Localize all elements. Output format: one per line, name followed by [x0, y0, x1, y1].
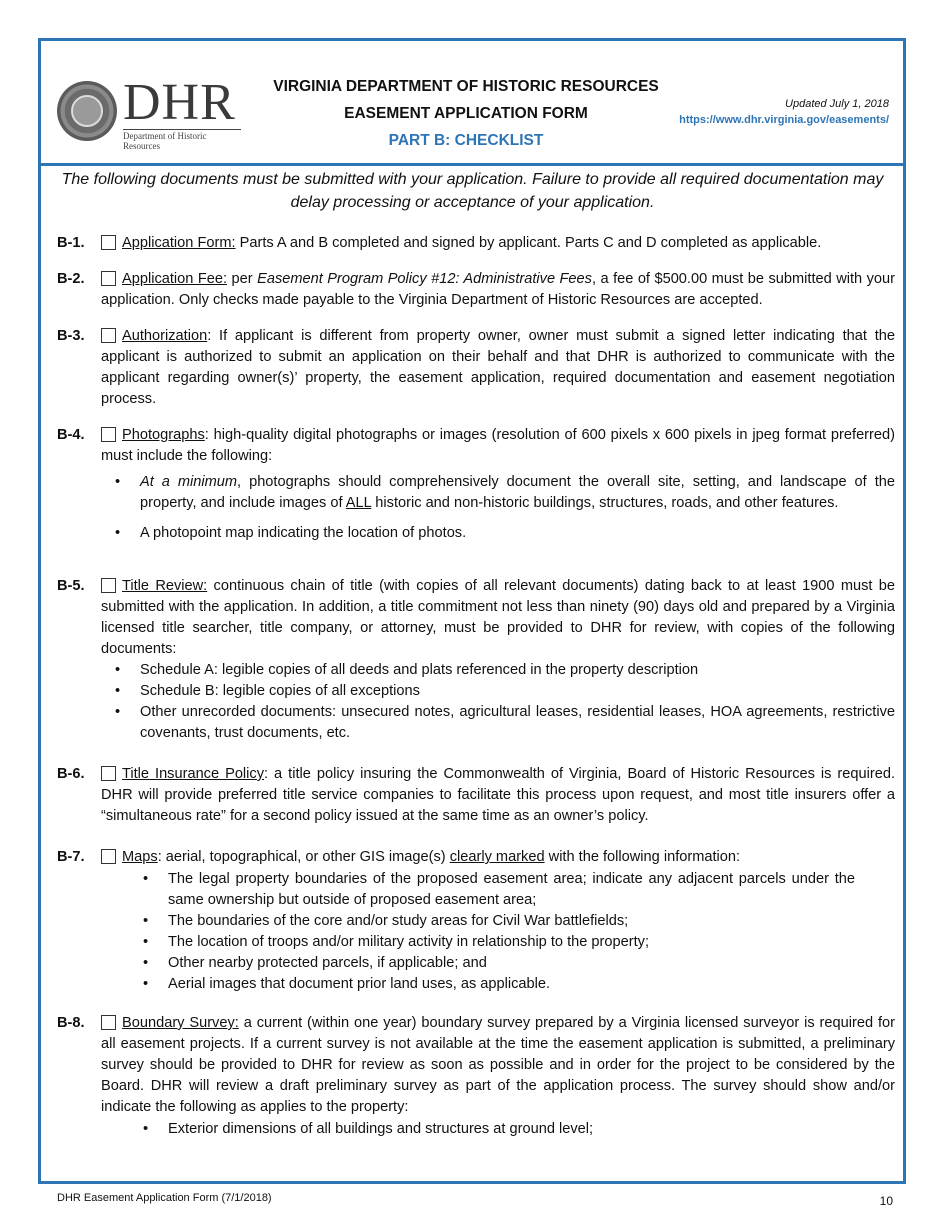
dhr-logo	[57, 74, 247, 151]
list-item: • Schedule A: legible copies of all deeds and plats referenced in the property description	[140, 660, 895, 681]
checkbox[interactable]	[101, 849, 116, 864]
checkbox[interactable]	[101, 427, 116, 442]
intro-text: The following documents must be submitted with your application. Failure to provide all required documentation may delay processing or acceptance of your application.	[61, 171, 884, 211]
checkbox[interactable]	[101, 328, 116, 343]
item-title: Maps	[122, 849, 158, 865]
item-label: B-1.	[57, 235, 85, 251]
form-title: EASEMENT APPLICATION FORM	[344, 105, 588, 122]
list-item: • A photopoint map indicating the location of photos.	[140, 523, 895, 544]
item-title: Boundary Survey:	[122, 1015, 239, 1031]
item-text: with the following information:	[544, 849, 741, 865]
checkbox[interactable]	[101, 766, 116, 781]
item-label: B-2.	[57, 271, 85, 287]
item-text: : If applicant is different from property owner, owner must submit a signed letter indicating that the applicant is authorized to submit an application on their behalf and that DHR is authorized to communicate with the applicant regarding owner(s)’ property, the easement application, required documentation and easement negotiation process.	[101, 328, 895, 407]
checkbox[interactable]	[101, 578, 116, 593]
list-item: • Schedule B: legible copies of all exceptions	[140, 681, 895, 702]
policy-name: Easement Program Policy #12: Administrative Fees	[257, 271, 592, 287]
item-text: : aerial, topographical, or other GIS image(s)	[157, 849, 450, 865]
item-text: clearly marked	[449, 849, 545, 865]
item-text: a current (within one year) boundary survey prepared by a Virginia licensed surveyor is required for all easement projects. If a current survey is not available at the time the easement application is submitted, a preliminary survey should be provided to DHR for review as soon as possible and in order for the project to be considered by the Board. DHR will review a draft preliminary survey as part of the application process. The survey should show and/or indicate the following as applies to the property:	[101, 1015, 895, 1115]
list-item: • Aerial images that document prior land uses, as applicable.	[168, 974, 895, 995]
checklist-item-b8	[57, 1013, 895, 1140]
checklist-item-b1	[57, 233, 895, 254]
checklist-item-b6	[57, 764, 895, 827]
part-title: PART B: CHECKLIST	[388, 132, 544, 149]
list-item: • The legal property boundaries of the proposed easement area; indicate any adjacent parcels under the same ownership but outside of proposed easement area;	[168, 869, 895, 911]
virginia-seal-icon	[57, 81, 117, 141]
item-text: Parts A and B completed and signed by applicant. Parts C and D completed as applicable.	[235, 235, 822, 251]
list-item: • The location of troops and/or military activity in relationship to the property;	[168, 932, 895, 953]
checklist-item-b4	[57, 425, 895, 544]
item-title: Title Insurance Policy	[122, 766, 265, 782]
checklist-item-b2	[57, 269, 895, 311]
item-title: Title Review:	[122, 578, 208, 594]
item-title: Photographs	[122, 427, 205, 443]
page-number: 10	[879, 1194, 893, 1208]
updated-date: Updated July 1, 2018	[785, 98, 889, 110]
logo-subtitle: Department of Historic Resources	[123, 129, 241, 151]
checklist-item-b3	[57, 326, 895, 410]
item-label: B-8.	[57, 1015, 85, 1031]
item-text: , a fee of $500.00 must be submitted with your application. Only checks made payable to the Virginia Department of Historic Resources are accepted.	[101, 271, 896, 308]
item-text: continuous chain of title (with copies of all relevant documents) dating back to at least 1900 must be submitted with the application. In addition, a title commitment not less than ninety (90) days old and prepared by a Virginia licensed title searcher, title company, or attorney, must be provided to DHR for review, with copies of the following documents:	[101, 578, 895, 657]
item-title: Application Form:	[122, 235, 236, 251]
item-label: B-3.	[57, 328, 85, 344]
item-text: per	[227, 271, 258, 287]
item-label: B-7.	[57, 849, 85, 865]
checkbox[interactable]	[101, 235, 116, 250]
easements-link[interactable]: https://www.dhr.virginia.gov/easements/	[679, 114, 889, 126]
logo-text: DHR	[123, 74, 236, 131]
item-text: : a title policy insuring the Commonwealth of Virginia, Board of Historic Resources is required. DHR will provide preferred title service companies to facilitate this process upon request, and most title insurers offer a “simultaneous rate” for a second policy issued at the same time as an owner’s policy.	[101, 766, 895, 824]
footer-form-name: DHR Easement Application Form (7/1/2018)	[57, 1192, 272, 1204]
item-title: Application Fee:	[122, 271, 228, 287]
agency-title: VIRGINIA DEPARTMENT OF HISTORIC RESOURCES	[273, 78, 659, 95]
checkbox[interactable]	[101, 271, 116, 286]
item-title: Authorization	[122, 328, 208, 344]
form-header	[41, 41, 903, 166]
checkbox[interactable]	[101, 1015, 116, 1030]
list-item: • Other unrecorded documents: unsecured notes, agricultural leases, residential leases, HOA agreements, restrictive covenants, trust documents, etc.	[140, 702, 895, 744]
item-label: B-6.	[57, 766, 85, 782]
list-item: • Exterior dimensions of all buildings and structures at ground level;	[168, 1119, 895, 1140]
item-label: B-5.	[57, 578, 85, 594]
checklist-item-b7	[57, 847, 895, 995]
checklist-item-b5	[57, 576, 895, 744]
item-label: B-4.	[57, 427, 85, 443]
item-text: : high-quality digital photographs or images (resolution of 600 pixels x 600 pixels in jpeg format preferred) must include the following:	[101, 427, 895, 464]
list-item: • At a minimum, photographs should comprehensively document the overall site, setting, and landscape of the property, and include images of ALL historic and non-historic buildings, structures, roads, and other features.	[140, 472, 895, 514]
list-item: • The boundaries of the core and/or study areas for Civil War battlefields;	[168, 911, 895, 932]
list-item: • Other nearby protected parcels, if applicable; and	[168, 953, 895, 974]
